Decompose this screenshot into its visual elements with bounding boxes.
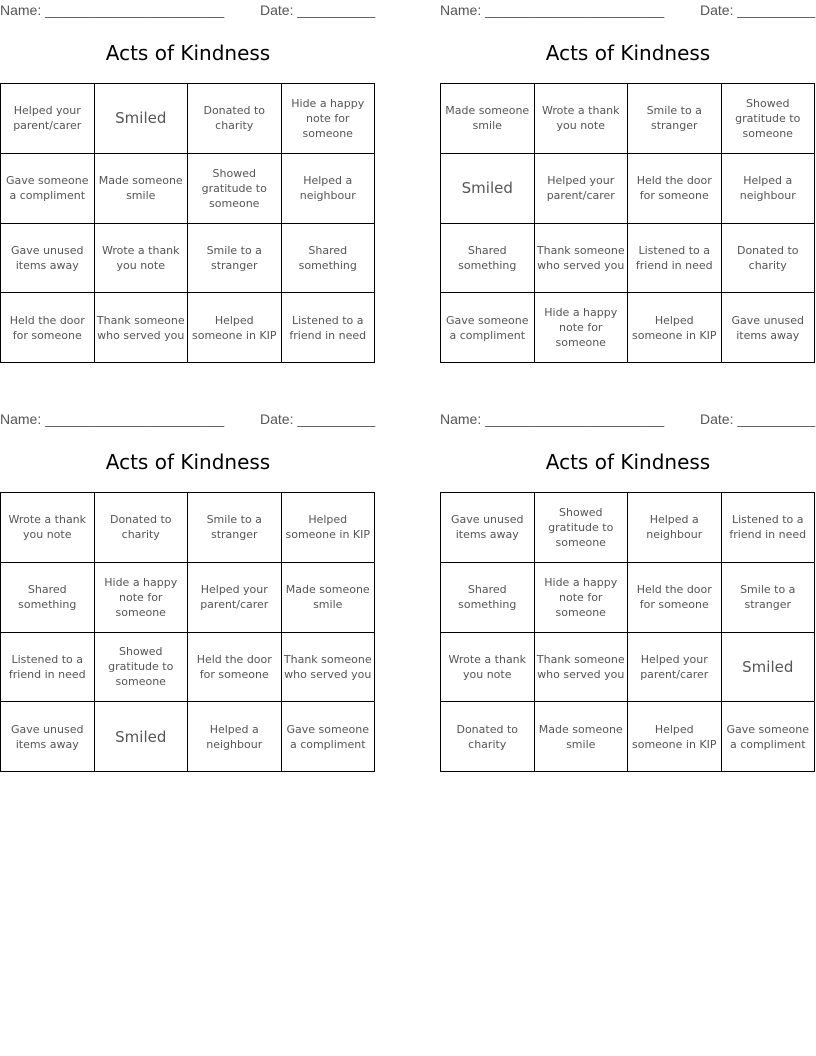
card-header [0, 2, 376, 22]
bingo-cell: Donated to charity [188, 84, 282, 154]
bingo-cell: Smile to a stranger [722, 563, 816, 633]
bingo-cell: Held the door for someone [628, 563, 722, 633]
bingo-cell: Smiled [95, 84, 189, 154]
card-header [440, 411, 816, 431]
bingo-cell: Thank someone who served you [95, 293, 189, 363]
bingo-cell: Helped your parent/carer [628, 633, 722, 703]
bingo-cell: Listened to a friend in need [722, 493, 816, 563]
date-field-label: Date: __________ [260, 2, 376, 18]
bingo-cell: Made someone smile [535, 702, 629, 772]
name-field-label: Name: _______________________ [440, 2, 665, 18]
bingo-cell: Wrote a thank you note [535, 84, 629, 154]
bingo-cell: Wrote a thank you note [441, 633, 535, 703]
bingo-cell: Helped a neighbour [188, 702, 282, 772]
bingo-cell: Smile to a stranger [188, 493, 282, 563]
bingo-cell: Hide a happy note for someone [535, 293, 629, 363]
bingo-cell: Helped a neighbour [282, 154, 376, 224]
bingo-cell: Shared something [282, 224, 376, 294]
bingo-grid [0, 492, 375, 772]
bingo-cell: Donated to charity [95, 493, 189, 563]
card-header [440, 2, 816, 22]
bingo-cell: Made someone smile [95, 154, 189, 224]
bingo-grid [440, 83, 815, 363]
bingo-cell: Held the door for someone [188, 633, 282, 703]
bingo-cell: Helped someone in KIP [628, 293, 722, 363]
bingo-cell: Gave someone a compliment [1, 154, 95, 224]
bingo-card-2 [440, 0, 816, 372]
date-field-label: Date: __________ [700, 2, 816, 18]
bingo-grid [0, 83, 375, 363]
bingo-cell: Helped a neighbour [628, 493, 722, 563]
bingo-cell: Smiled [441, 154, 535, 224]
name-field-label: Name: _______________________ [0, 2, 225, 18]
bingo-cell: Gave someone a compliment [722, 702, 816, 772]
bingo-cell: Hide a happy note for someone [282, 84, 376, 154]
bingo-cell: Thank someone who served you [282, 633, 376, 703]
bingo-cell: Helped someone in KIP [628, 702, 722, 772]
bingo-card-1 [0, 0, 376, 372]
bingo-cell: Smiled [95, 702, 189, 772]
bingo-cell: Helped someone in KIP [188, 293, 282, 363]
card-header [0, 411, 376, 431]
bingo-cell: Made someone smile [441, 84, 535, 154]
card-title: Acts of Kindness [545, 450, 711, 474]
bingo-cell: Held the door for someone [628, 154, 722, 224]
bingo-cell: Helped your parent/carer [535, 154, 629, 224]
bingo-cell: Shared something [441, 224, 535, 294]
date-field-label: Date: __________ [260, 411, 376, 427]
bingo-cell: Smiled [722, 633, 816, 703]
bingo-cell: Donated to charity [441, 702, 535, 772]
bingo-cell: Gave someone a compliment [441, 293, 535, 363]
bingo-cell: Hide a happy note for someone [95, 563, 189, 633]
bingo-card-3 [0, 409, 376, 781]
bingo-cell: Gave unused items away [441, 493, 535, 563]
bingo-cell: Held the door for someone [1, 293, 95, 363]
bingo-cell: Helped your parent/carer [188, 563, 282, 633]
bingo-cell: Showed gratitude to someone [535, 493, 629, 563]
card-title: Acts of Kindness [105, 41, 271, 65]
name-field-label: Name: _______________________ [440, 411, 665, 427]
date-field-label: Date: __________ [700, 411, 816, 427]
bingo-cell: Listened to a friend in need [282, 293, 376, 363]
card-title: Acts of Kindness [545, 41, 711, 65]
bingo-cell: Helped your parent/carer [1, 84, 95, 154]
bingo-cell: Wrote a thank you note [95, 224, 189, 294]
bingo-cell: Helped someone in KIP [282, 493, 376, 563]
bingo-cell: Gave unused items away [1, 702, 95, 772]
bingo-cell: Shared something [441, 563, 535, 633]
bingo-cell: Made someone smile [282, 563, 376, 633]
bingo-grid [440, 492, 815, 772]
bingo-cell: Listened to a friend in need [1, 633, 95, 703]
bingo-card-4 [440, 409, 816, 781]
bingo-cell: Showed gratitude to someone [722, 84, 816, 154]
card-title: Acts of Kindness [105, 450, 271, 474]
bingo-cell: Gave unused items away [1, 224, 95, 294]
bingo-cell: Showed gratitude to someone [188, 154, 282, 224]
bingo-cell: Hide a happy note for someone [535, 563, 629, 633]
name-field-label: Name: _______________________ [0, 411, 225, 427]
bingo-cell: Shared something [1, 563, 95, 633]
bingo-cell: Thank someone who served you [535, 224, 629, 294]
bingo-cell: Gave someone a compliment [282, 702, 376, 772]
bingo-cell: Thank someone who served you [535, 633, 629, 703]
bingo-cell: Showed gratitude to someone [95, 633, 189, 703]
bingo-cell: Gave unused items away [722, 293, 816, 363]
bingo-cell: Smile to a stranger [188, 224, 282, 294]
bingo-cell: Listened to a friend in need [628, 224, 722, 294]
bingo-cell: Donated to charity [722, 224, 816, 294]
bingo-cell: Helped a neighbour [722, 154, 816, 224]
bingo-cell: Wrote a thank you note [1, 493, 95, 563]
bingo-cell: Smile to a stranger [628, 84, 722, 154]
